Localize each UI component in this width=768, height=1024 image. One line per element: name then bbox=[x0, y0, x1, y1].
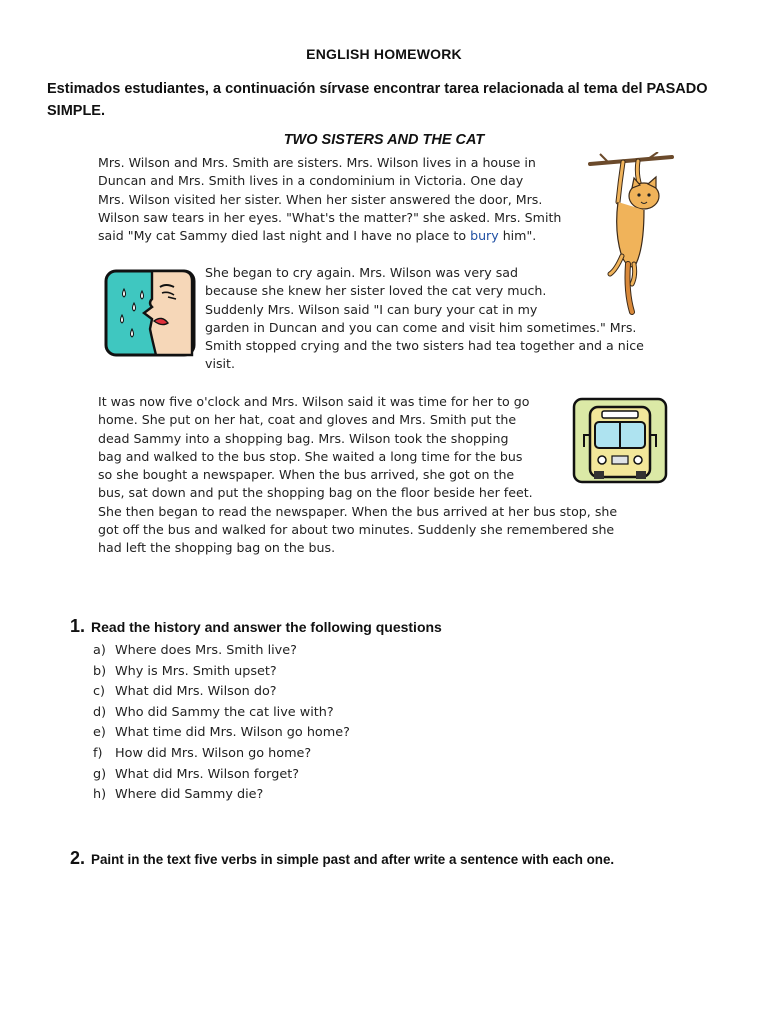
question-letter: a) bbox=[93, 643, 106, 658]
story-text: said "My cat Sammy died last night and I have no place to bbox=[98, 228, 471, 244]
story-line: Suddenly Mrs. Wilson said "I can bury your cat in my bbox=[205, 301, 538, 317]
question-letter: c) bbox=[93, 684, 106, 700]
story-line: Wilson saw tears in her eyes. "What's the matter?" she asked. Mrs. Smith bbox=[98, 209, 562, 225]
exercise-1-heading bbox=[70, 616, 442, 637]
question-text: What time did Mrs. Wilson go home? bbox=[115, 725, 350, 741]
question-text: Who did Sammy the cat live with? bbox=[115, 704, 334, 720]
question-text: Why is Mrs. Smith upset? bbox=[115, 663, 277, 679]
question-item bbox=[93, 662, 350, 683]
question-item bbox=[93, 744, 350, 765]
story-line: It was now five o'clock and Mrs. Wilson said it was time for her to go bbox=[98, 394, 530, 409]
question-item bbox=[93, 765, 350, 786]
story-line: Mrs. Wilson visited her sister. When her sister answered the door, Mrs. bbox=[98, 191, 543, 207]
story-line bbox=[98, 227, 561, 245]
question-letter: e) bbox=[93, 725, 106, 741]
question-letter: d) bbox=[93, 704, 107, 720]
question-item bbox=[93, 682, 350, 703]
question-text: Where does Mrs. Smith live? bbox=[115, 643, 297, 658]
story-line: visit. bbox=[205, 356, 235, 372]
story-line: so she bought a newspaper. When the bus arrived, she got on the bbox=[98, 467, 515, 483]
question-letter: h) bbox=[93, 787, 107, 803]
bus-front-icon bbox=[572, 397, 668, 484]
question-list bbox=[93, 641, 350, 806]
intro-text: Estimados estudiantes, a continuación sírvase encontrar tarea relacionada al tema del PASADO SIMPLE. bbox=[47, 81, 708, 119]
question-item bbox=[93, 785, 350, 806]
question-letter: g) bbox=[93, 766, 107, 782]
exercise-instruction: Paint in the text five verbs in simple past and after write a sentence with each one. bbox=[91, 852, 615, 867]
cat-hanging-on-branch-icon bbox=[588, 152, 674, 317]
exercise-2-heading bbox=[70, 848, 614, 869]
question-text: Where did Sammy die? bbox=[115, 787, 264, 803]
highlighted-word: bury bbox=[470, 228, 499, 244]
story-line: home. She put on her hat, coat and gloves and Mrs. Smith put the bbox=[98, 412, 517, 428]
question-text: What did Mrs. Wilson forget? bbox=[115, 766, 299, 782]
story-line: bus, sat down and put the shopping bag on the floor beside her feet. bbox=[98, 485, 533, 501]
story-line: Mrs. Wilson and Mrs. Smith are sisters. Mrs. Wilson lives in a house in bbox=[98, 155, 536, 170]
story-line: Duncan and Mrs. Smith lives in a condominium in Victoria. One day bbox=[98, 173, 524, 189]
story-line: She then began to read the newspaper. When the bus arrived at her bus stop, she bbox=[98, 503, 618, 519]
question-item bbox=[93, 703, 350, 724]
story-line: garden in Duncan and you can come and visit him sometimes." Mrs. bbox=[205, 319, 637, 335]
question-item bbox=[93, 723, 350, 744]
story-paragraph-3 bbox=[98, 393, 617, 558]
story-line: dead Sammy into a shopping bag. Mrs. Wilson took the shopping bbox=[98, 430, 509, 446]
story-text: him". bbox=[498, 228, 537, 244]
exercise-number: 1. bbox=[70, 616, 86, 636]
question-item bbox=[93, 641, 350, 662]
story-title: TWO SISTERS AND THE CAT bbox=[283, 132, 485, 148]
crying-face-icon bbox=[104, 269, 196, 357]
question-text: What did Mrs. Wilson do? bbox=[115, 684, 277, 700]
page-title: ENGLISH HOMEWORK bbox=[306, 46, 462, 62]
story-line: Smith stopped crying and the two sisters had tea together and a nice bbox=[205, 338, 644, 354]
exercise-instruction: Read the history and answer the following questions bbox=[91, 619, 442, 635]
question-letter: f) bbox=[93, 745, 103, 761]
story-line: bag and walked to the bus stop. She waited a long time for the bus bbox=[98, 448, 523, 464]
story-line: got off the bus and walked for about two minutes. Suddenly she remembered she bbox=[98, 522, 615, 538]
story-paragraph-1 bbox=[98, 154, 561, 245]
exercise-number: 2. bbox=[70, 848, 86, 868]
story-paragraph-2 bbox=[205, 264, 644, 374]
story-line: She began to cry again. Mrs. Wilson was very sad bbox=[205, 265, 519, 280]
question-letter: b) bbox=[93, 663, 107, 679]
question-text: How did Mrs. Wilson go home? bbox=[115, 745, 312, 761]
story-line: had left the shopping bag on the bus. bbox=[98, 540, 336, 556]
story-line: because she knew her sister loved the cat very much. bbox=[205, 283, 547, 299]
